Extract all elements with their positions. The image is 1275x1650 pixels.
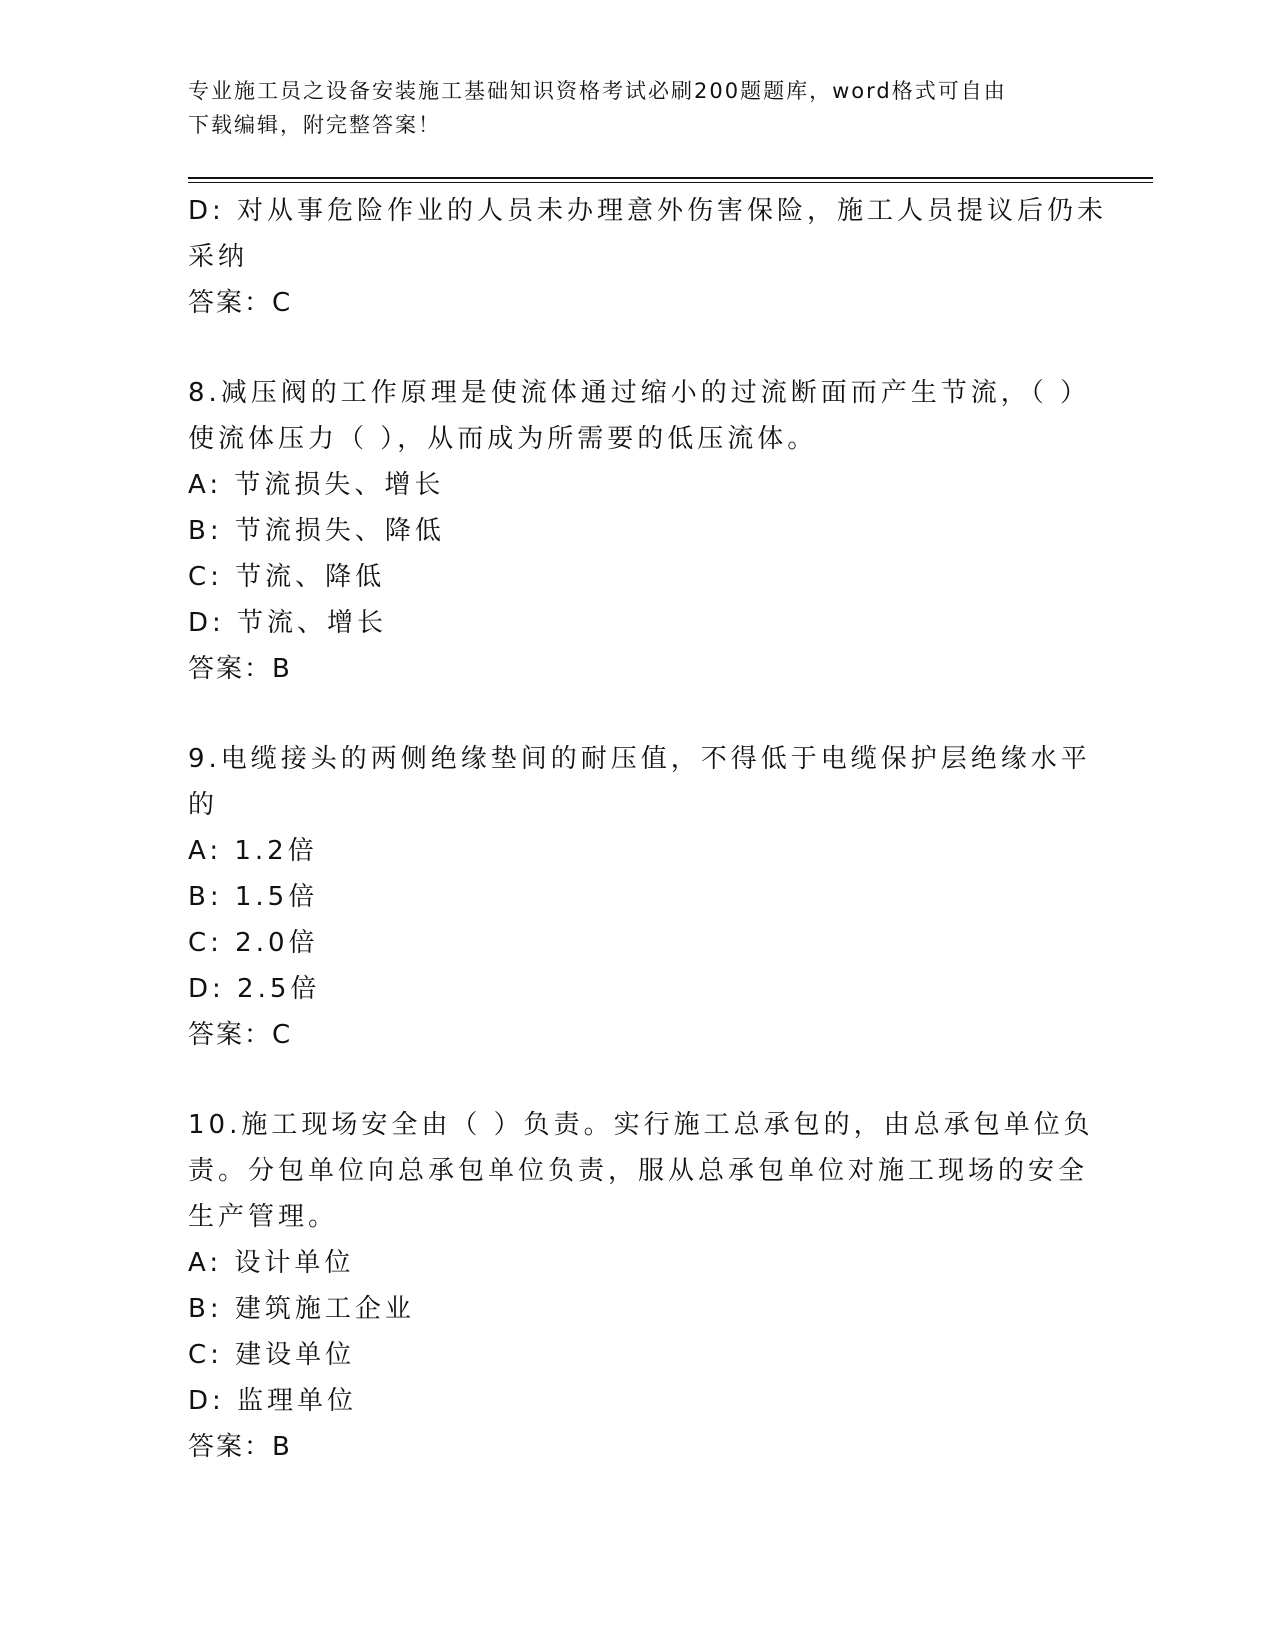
question-stem-continued: 使流体压力（ ），从而成为所需要的低压流体。 <box>188 424 818 454</box>
option-c: C: 节流、降低 <box>188 562 386 592</box>
question-10 <box>188 1102 1094 1470</box>
question-9 <box>188 736 1091 1058</box>
option-c: C: 2.0倍 <box>188 928 319 958</box>
option-d: D: 对从事危险作业的人员未办理意外伤害保险，施工人员提议后仍未 <box>188 196 1108 226</box>
spacer <box>188 1058 1088 1102</box>
question-7-tail <box>188 188 1108 326</box>
question-stem-continued: 的 <box>188 790 219 820</box>
answer: 答案：B <box>188 654 292 684</box>
header-title-line-2: 下载编辑，附完整答案！ <box>188 113 441 137</box>
option-d: D: 节流、增长 <box>188 608 388 638</box>
option-a: A: 节流损失、增长 <box>188 470 445 500</box>
option-c: C: 建设单位 <box>188 1340 356 1370</box>
option-a: A: 设计单位 <box>188 1248 355 1278</box>
option-b: B: 1.5倍 <box>188 882 319 912</box>
option-b: B: 建筑施工企业 <box>188 1294 415 1324</box>
option-d: D: 2.5倍 <box>188 974 321 1004</box>
question-stem-continued: 生产管理。 <box>188 1202 339 1232</box>
answer: 答案：C <box>188 288 293 318</box>
question-8 <box>188 370 1091 692</box>
answer: 答案：B <box>188 1432 292 1462</box>
option-a: A: 1.2倍 <box>188 836 318 866</box>
answer: 答案：C <box>188 1020 293 1050</box>
header-divider-thick <box>188 177 1153 179</box>
option-b: B: 节流损失、降低 <box>188 516 445 546</box>
header-title-line-1: 专业施工员之设备安装施工基础知识资格考试必刷200题题库，word格式可自由 <box>188 79 1007 103</box>
question-list <box>188 188 1108 1470</box>
question-stem: 10.施工现场安全由（ ）负责。实行施工总承包的，由总承包单位负 <box>188 1110 1094 1140</box>
option-d: D: 监理单位 <box>188 1386 358 1416</box>
header-divider-thin <box>188 182 1153 183</box>
question-stem: 8.减压阀的工作原理是使流体通过缩小的过流断面而产生节流，（ ） <box>188 378 1091 408</box>
page-header <box>188 74 1068 142</box>
spacer <box>188 692 1088 736</box>
option-d-continued: 采纳 <box>188 242 249 272</box>
spacer <box>188 326 1088 370</box>
question-stem: 9.电缆接头的两侧绝缘垫间的耐压值，不得低于电缆保护层绝缘水平 <box>188 744 1091 774</box>
question-stem-continued: 责。分包单位向总承包单位负责，服从总承包单位对施工现场的安全 <box>188 1156 1089 1186</box>
